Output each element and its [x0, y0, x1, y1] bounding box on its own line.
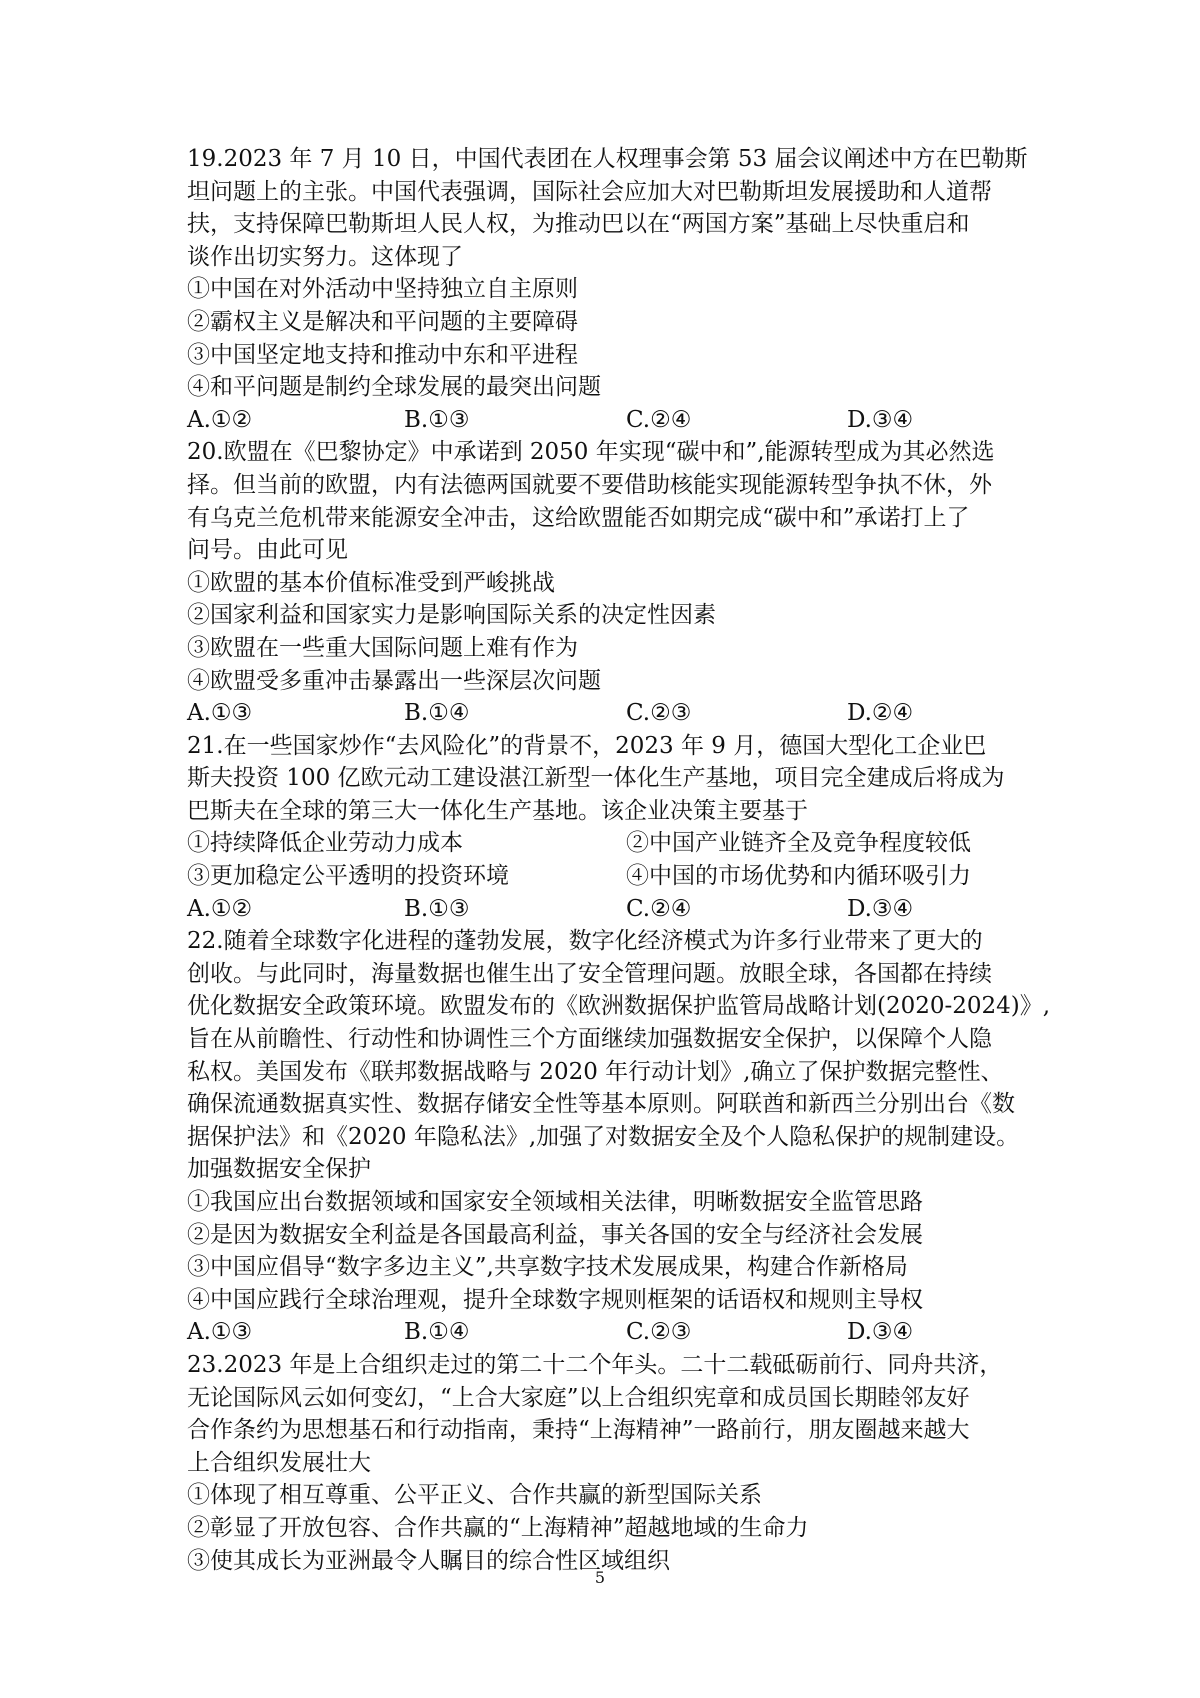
question-19-option: ③中国坚定地支持和推动中东和平进程 [187, 341, 578, 368]
question-22-option: ③中国应倡导“数字多边主义”,共享数字技术发展成果，构建合作新格局 [187, 1254, 908, 1281]
question-22-stem-line: 加强数据安全保护 [187, 1156, 371, 1183]
question-21-option-row [187, 827, 1027, 860]
answer-choice-b: B.①③ [404, 895, 470, 922]
question-20-answer-choices [187, 697, 1027, 730]
question-20-option: ②国家利益和国家实力是影响国际关系的决定性因素 [187, 602, 716, 629]
answer-choice-c: C.②④ [626, 406, 692, 433]
question-23-stem-line: 合作条约为思想基石和行动指南，秉持“上海精神”一路前行，朋友圈越来越大 [187, 1417, 970, 1444]
question-19-option: ①中国在对外活动中坚持独立自主原则 [187, 276, 578, 303]
question-21 [187, 730, 1027, 926]
answer-choice-b: B.①④ [404, 700, 470, 727]
question-21-stem-line: 斯夫投资 100 亿欧元动工建设湛江新型一体化生产基地，项目完全建成后将成为 [187, 765, 1005, 792]
question-21-stem-line: 21.在一些国家炒作“去风险化”的背景不，2023 年 9 月，德国大型化工企业巴 [187, 732, 987, 759]
answer-choice-a: A.①② [187, 895, 253, 922]
page-number: 5 [594, 1568, 606, 1587]
question-20-option: ③欧盟在一些重大国际问题上难有作为 [187, 634, 578, 661]
answer-choice-d: D.③④ [847, 895, 914, 922]
answer-choice-b: B.①③ [404, 406, 470, 433]
answer-choice-d: D.③④ [847, 1319, 914, 1346]
question-22-stem-line: 确保流通数据真实性、数据存储安全性等基本原则。阿联酋和新西兰分别出台《数 [187, 1091, 1015, 1118]
question-21-option: ①持续降低企业劳动力成本 [187, 830, 463, 857]
question-22 [187, 925, 1051, 1349]
question-23 [187, 1349, 1027, 1577]
question-22-stem-line: 优化数据安全政策环境。欧盟发布的《欧洲数据保护监管局战略计划(2020-2024)》, [187, 993, 1051, 1020]
question-21-answer-choices [187, 893, 1027, 926]
question-21-stem-line: 巴斯夫在全球的第三大一体化生产基地。该企业决策主要基于 [187, 797, 808, 824]
question-22-stem-line: 22.随着全球数字化进程的蓬勃发展，数字化经济模式为许多行业带来了更大的 [187, 928, 983, 955]
question-20-stem-line: 择。但当前的欧盟，内有法德两国就要不要借助核能实现能源转型争执不休，外 [187, 471, 992, 498]
question-19-stem-line: 19.2023 年 7 月 10 日，中国代表团在人权理事会第 53 届会议阐述中方在巴勒斯 [187, 146, 1028, 172]
question-22-stem-line: 据保护法》和《2020 年隐私法》,加强了对数据安全及个人隐私保护的规制建设。 [187, 1123, 1020, 1150]
question-19 [187, 143, 1027, 436]
answer-choice-d: D.③④ [847, 406, 914, 433]
question-22-answer-choices [187, 1316, 1027, 1349]
question-20-stem-line: 问号。由此可见 [187, 537, 348, 564]
question-23-stem-line: 上合组织发展壮大 [187, 1449, 371, 1476]
question-23-option: ②彰显了开放包容、合作共赢的“上海精神”超越地域的生命力 [187, 1514, 809, 1541]
question-22-stem-line: 创收。与此同时，海量数据也催生出了安全管理问题。放眼全球，各国都在持续 [187, 960, 992, 987]
question-20 [187, 436, 1027, 729]
question-22-option: ①我国应出台数据领域和国家安全领域相关法律，明晰数据安全监管思路 [187, 1189, 923, 1215]
answer-choice-a: A.①② [187, 406, 253, 433]
question-19-option: ④和平问题是制约全球发展的最突出问题 [187, 374, 601, 401]
question-20-stem-line: 20.欧盟在《巴黎协定》中承诺到 2050 年实现“碳中和”,能源转型成为其必然选 [187, 439, 995, 466]
answer-choice-c: C.②③ [626, 700, 692, 727]
question-23-stem-line: 23.2023 年是上合组织走过的第二十二个年头。二十二载砥砺前行、同舟共济， [187, 1351, 1003, 1378]
answer-choice-d: D.②④ [847, 700, 914, 727]
question-23-option: ①体现了相互尊重、公平正义、合作共赢的新型国际关系 [187, 1482, 762, 1509]
question-22-option: ②是因为数据安全利益是各国最高利益，事关各国的安全与经济社会发展 [187, 1221, 923, 1248]
answer-choice-c: C.②③ [626, 1319, 692, 1346]
question-21-option: ②中国产业链齐全及竞争程度较低 [626, 830, 971, 857]
question-content [187, 143, 1051, 1577]
question-21-option: ④中国的市场优势和内循环吸引力 [626, 863, 971, 890]
question-19-stem-line: 扶，支持保障巴勒斯坦人民人权，为推动巴以在“两国方案”基础上尽快重启和 [187, 211, 970, 238]
question-21-option: ③更加稳定公平透明的投资环境 [187, 863, 509, 890]
answer-choice-b: B.①④ [404, 1319, 470, 1346]
question-20-option: ④欧盟受多重冲击暴露出一些深层次问题 [187, 667, 601, 694]
question-21-option-row [187, 860, 1027, 893]
question-22-option: ④中国应践行全球治理观，提升全球数字规则框架的话语权和规则主导权 [187, 1286, 923, 1313]
question-19-stem-line: 坦问题上的主张。中国代表强调，国际社会应加大对巴勒斯坦发展援助和人道帮 [187, 178, 992, 205]
question-19-option: ②霸权主义是解决和平问题的主要障碍 [187, 308, 578, 335]
question-23-option: ③使其成长为亚洲最令人瞩目的综合性区域组织 [187, 1547, 670, 1574]
question-19-answer-choices [187, 404, 1027, 437]
question-20-stem-line: 有乌克兰危机带来能源安全冲击，这给欧盟能否如期完成“碳中和”承诺打上了 [187, 504, 970, 531]
question-22-stem-line: 私权。美国发布《联邦数据战略与 2020 年行动计划》,确立了保护数据完整性、 [187, 1058, 1004, 1085]
answer-choice-a: A.①③ [187, 700, 253, 727]
question-23-stem-line: 无论国际风云如何变幻，“上合大家庭”以上合组织宪章和成员国长期睦邻友好 [187, 1384, 970, 1411]
question-19-stem-line: 谈作出切实努力。这体现了 [187, 243, 463, 270]
question-20-option: ①欧盟的基本价值标准受到严峻挑战 [187, 569, 555, 596]
answer-choice-c: C.②④ [626, 895, 692, 922]
question-22-stem-line: 旨在从前瞻性、行动性和协调性三个方面继续加强数据安全保护，以保障个人隐 [187, 1026, 992, 1053]
answer-choice-a: A.①③ [187, 1319, 253, 1346]
